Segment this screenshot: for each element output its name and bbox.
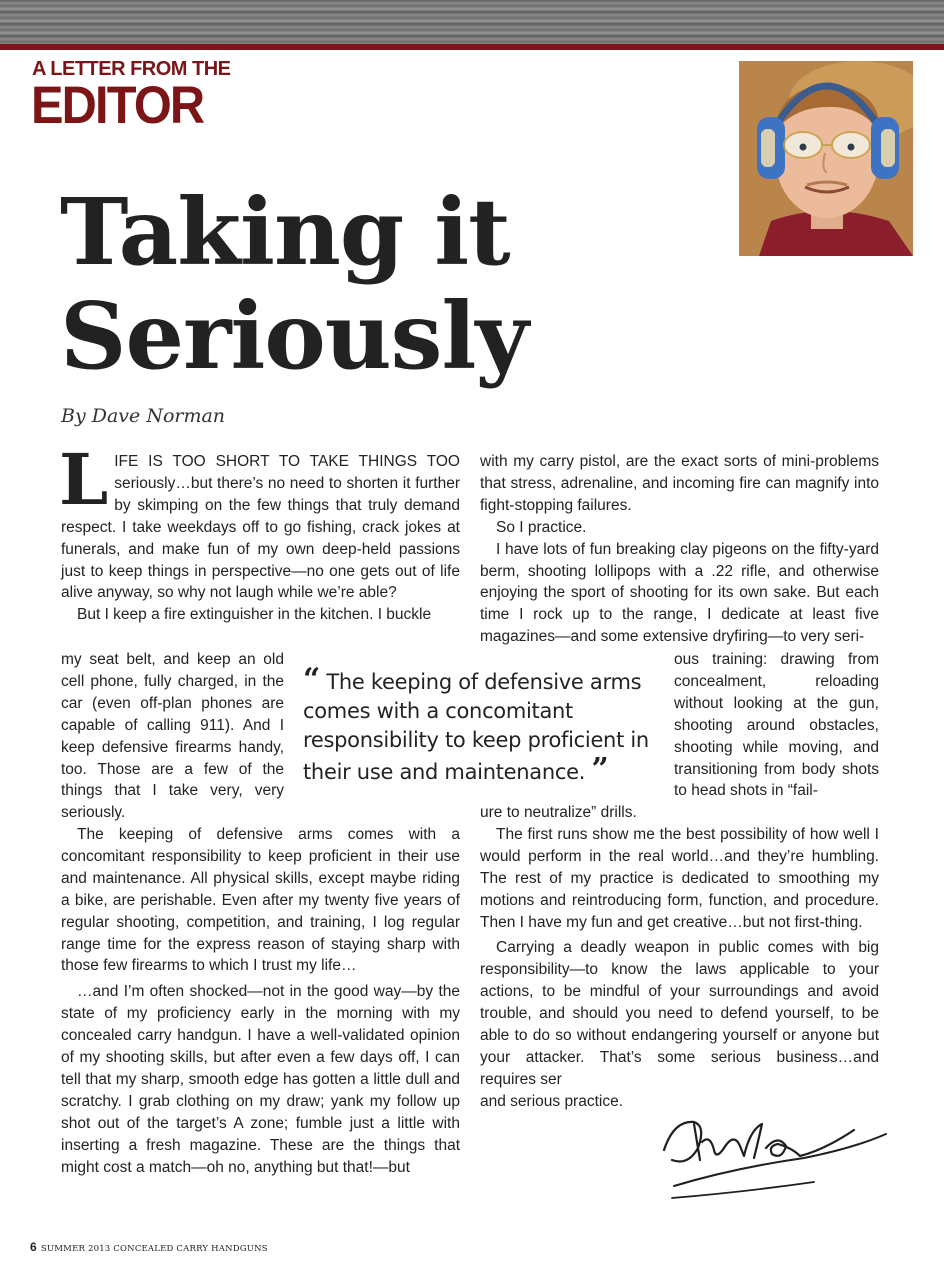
headline-line-1: Taking it bbox=[60, 178, 510, 286]
page-footer bbox=[30, 1240, 268, 1254]
paragraph-serious-practice: and serious practice. bbox=[480, 1092, 624, 1110]
lead-paragraph bbox=[59, 438, 460, 604]
top-accent-rule bbox=[0, 44, 944, 50]
page-number: 6 bbox=[30, 1240, 37, 1254]
top-texture-band bbox=[0, 0, 944, 44]
paragraph-seatbelt: my seat belt, and keep an old cell phone, fully charged, in the car (even off-plan phones are capable of calling 911). And I keep defensive firearms handy, too. Those are a few of the things that I take very, very seriously. bbox=[61, 651, 284, 822]
close-quote-icon: ” bbox=[591, 752, 609, 787]
section-title: EDITOR bbox=[31, 76, 204, 135]
paragraph-serious-training: ous training: drawing from concealment, reloading without looking at the gun, shooting around obstacles, shooting while moving, and transitioning from body shots to head shots in “fail- bbox=[674, 651, 879, 800]
issue-label: SUMMER 2013 CONCEALED CARRY HANDGUNS bbox=[40, 1244, 268, 1254]
pull-quote-text: The keeping of defensive arms comes with a concomitant responsibility to keep proficient in their use and maintenance. bbox=[303, 670, 649, 784]
paragraph-fire-extinguisher: But I keep a fire extinguisher in the kitchen. I buckle bbox=[77, 606, 432, 624]
section-kicker: A LETTER FROM THE bbox=[32, 58, 231, 80]
paragraph-clay-pigeons: I have lots of fun breaking clay pigeons on the fifty-yard berm, shooting lollipops with a .22 rifle, and otherwise enjoying the sport of shooting for its own sake. But each time I rock up to the range, I dedicate at least five magazines—and some extensive dryfiring—to very seri- bbox=[480, 540, 879, 646]
article-column-1 bbox=[59, 438, 460, 626]
article-column-1-lower bbox=[61, 824, 460, 1179]
headline-line-2: Seriously bbox=[60, 282, 528, 390]
paragraph-first-runs: The first runs show me the best possibility of how well I would perform in the real world…and they’re humbling. The rest of my practice is dedicated to smoothing my motions and reintroducing form, function, and procedure. Then I have my fun and get creative…but not first-thing. bbox=[480, 825, 879, 931]
paragraph-shocked: …and I’m often shocked—not in the good way—by the state of my proficiency early in the morning with my concealed carry handgun. I have a well-validated opinion of my shooting skills, but after even a few days off, I can tell that my sharp, smooth edge has gotten a little dull and scratchy. I grab clothing on my draw; yank my follow up shot out of the target’s A zone; fumble just a little with inserting a fresh magazine. These are the things that might cost a match—oh no, anything but that!—but bbox=[61, 983, 460, 1176]
drop-cap: L bbox=[59, 438, 109, 521]
article-column-2-lower bbox=[480, 802, 879, 1113]
article-column-2-wrap bbox=[674, 649, 879, 802]
portrait-illustration bbox=[739, 61, 913, 256]
headline bbox=[60, 180, 528, 388]
open-quote-icon: “ bbox=[303, 662, 320, 697]
paragraph-carry-pistol: with my carry pistol, are the exact sorts of mini-problems that stress, adrenaline, and incoming fire can magnify into fight-stopping failures. bbox=[480, 453, 879, 514]
paragraph-defensive-arms: The keeping of defensive arms comes with a concomitant responsibility to keep proficient in their use and maintenance. All physical skills, except maybe riding a bike, are perishable. Even after my twenty five years of regular shooting, competition, and training, I log regular range time for the express reason of staying sharp with those few firearms to which I trust my life… bbox=[61, 826, 460, 975]
editor-portrait bbox=[739, 61, 913, 256]
signature bbox=[654, 1090, 894, 1212]
byline: By Dave Norman bbox=[61, 405, 226, 427]
article-column-1-wrap bbox=[61, 649, 284, 824]
paragraph-neutralize: ure to neutralize” drills. bbox=[480, 804, 637, 821]
signature-drawing bbox=[654, 1090, 894, 1212]
paragraph-so-i-practice: So I practice. bbox=[496, 518, 587, 536]
article-column-2 bbox=[480, 451, 879, 648]
lead-paragraph-text: IFE IS TOO SHORT TO TAKE THINGS TOO seriously…but there’s no need to shorten it further by skimping on the few things that truly demand respect. I take weekdays off to go fishing, crack jokes at funerals, and make fun of my own deep-held passions just to keep things in perspective—no one gets out of life alive anyway, so why not laugh while we’re able? bbox=[61, 453, 460, 602]
pull-quote bbox=[303, 662, 653, 787]
paragraph-deadly-weapon: Carrying a deadly weapon in public comes with big responsibility—to know the laws applicable to your actions, to be mindful of your surroundings and avoid trouble, and should you need to defend yourself, to be able to do so without endangering yourself or anyone but your attacker. That’s some serious business…and requires ser bbox=[480, 939, 879, 1088]
